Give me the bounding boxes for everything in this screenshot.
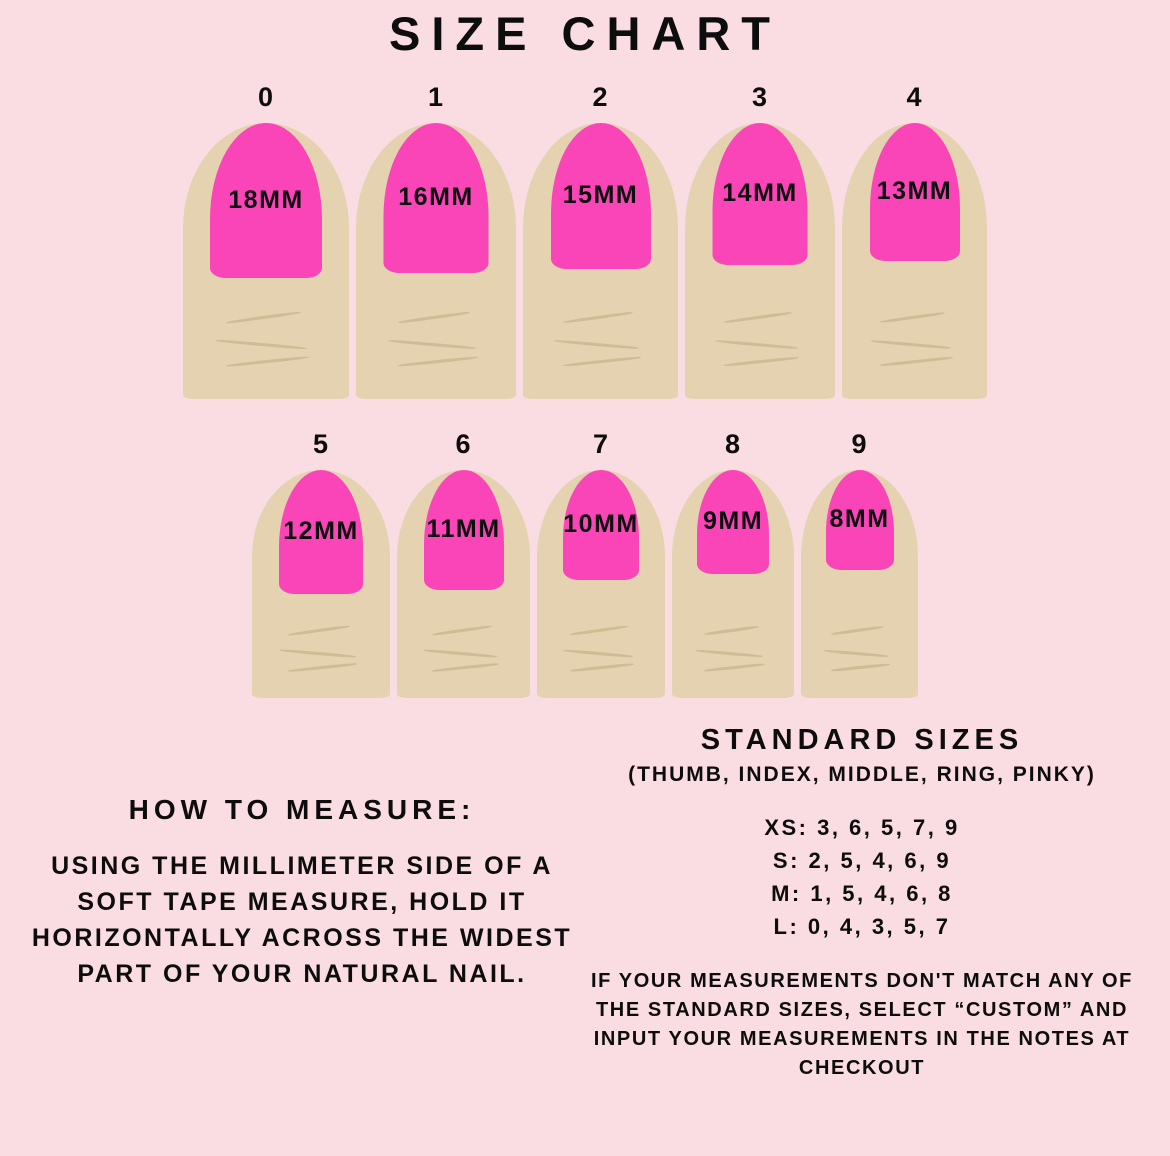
finger-illustration [397,470,530,698]
nail-measurement-label: 11MM [426,515,501,544]
standard-size-line: S: 2, 5, 4, 6, 9 [772,848,952,874]
finger-illustration [356,123,516,399]
knuckle-crease [424,649,497,658]
nail-row-top [0,82,1170,399]
size-number-label: 2 [592,81,609,112]
nail-measurement-label: 14MM [722,179,798,208]
knuckle-crease [388,340,476,351]
knuckle-crease [704,625,759,636]
knuckle-crease [226,356,309,368]
knuckle-crease [724,356,799,367]
finger-item [685,82,835,399]
bottom-sections [0,724,1170,1083]
size-number-label: 3 [751,81,769,112]
finger-item [842,82,987,399]
size-number-label: 5 [312,428,330,459]
knuckle-crease [226,311,300,324]
knuckle-crease [288,662,357,672]
size-number-label: 7 [592,428,610,459]
knuckle-crease [570,662,634,672]
knuckle-crease [398,311,470,324]
knuckle-crease [563,311,632,324]
how-to-measure-heading: HOW TO MEASURE: [128,793,476,825]
standard-size-line: L: 0, 4, 3, 5, 7 [773,914,951,940]
knuckle-crease [831,663,889,672]
page-title: SIZE CHART [389,7,781,60]
size-number-label: 8 [724,428,742,459]
size-number-label: 6 [455,428,472,459]
finger-illustration [183,123,349,399]
how-to-measure-body: USING THE MILLIMETER SIDE OF A SOFT TAPE MEASURE, HOLD IT HORIZONTALLY ACROSS THE WIDEST PART OF YOUR NATURAL NAIL. [31,851,573,989]
finger-illustration [685,123,835,399]
finger-illustration [537,470,665,698]
knuckle-crease [216,340,307,351]
finger-illustration [672,470,794,698]
knuckle-crease [724,311,791,323]
standard-sizes-list [582,811,1142,943]
nail-measurement-label: 8MM [829,505,890,534]
knuckle-crease [554,340,639,350]
nail-measurement-label: 18MM [228,185,304,214]
knuckle-crease [398,356,478,367]
size-number-label: 1 [427,81,445,112]
knuckle-crease [432,625,492,636]
knuckle-crease [871,340,951,350]
standard-size-line: XS: 3, 6, 5, 7, 9 [764,815,960,841]
nail-measurement-label: 15MM [562,181,639,210]
standard-size-line: M: 1, 5, 4, 6, 8 [771,881,953,907]
finger-illustration [523,123,678,399]
knuckle-crease [563,649,633,658]
knuckle-crease [570,625,627,636]
nail-row-bottom [0,429,1170,698]
standard-sizes-heading: STANDARD SIZES [700,723,1024,756]
how-to-measure-section [22,724,582,1083]
knuckle-crease [715,340,797,350]
finger-item [397,429,530,698]
finger-item [801,429,918,698]
size-number-label: 9 [851,428,868,459]
nail-measurement-label: 10MM [563,510,639,539]
finger-illustration [252,470,390,698]
knuckle-crease [880,356,952,367]
finger-illustration [842,123,987,399]
finger-item [252,429,390,698]
knuckle-crease [432,662,498,672]
knuckle-crease [288,625,350,637]
knuckle-crease [880,311,945,323]
finger-illustration [801,470,918,698]
finger-item [672,429,794,698]
finger-item [356,82,516,399]
knuckle-crease [563,356,640,367]
knuckle-crease [831,626,884,636]
knuckle-crease [824,649,888,658]
knuckle-crease [280,649,356,659]
standard-sizes-subheading: (THUMB, INDEX, MIDDLE, RING, PINKY) [628,762,1096,786]
finger-item [183,82,349,399]
standard-sizes-note: IF YOUR MEASUREMENTS DON'T MATCH ANY OF THE STANDARD SIZES, SELECT “CUSTOM” AND INPUT YOUR MEASUREMENTS IN THE NOTES AT CHECKOUT [591,970,1133,1080]
finger-item [537,429,665,698]
finger-item [523,82,678,399]
knuckle-crease [704,663,765,672]
size-number-label: 0 [257,81,275,112]
nail-measurement-label: 13MM [876,177,953,206]
size-number-label: 4 [906,81,923,112]
nail-measurement-label: 12MM [283,517,359,546]
nail-measurement-label: 9MM [702,507,764,536]
standard-sizes-section [582,724,1142,1083]
nail-measurement-label: 16MM [398,183,474,212]
knuckle-crease [696,649,763,658]
